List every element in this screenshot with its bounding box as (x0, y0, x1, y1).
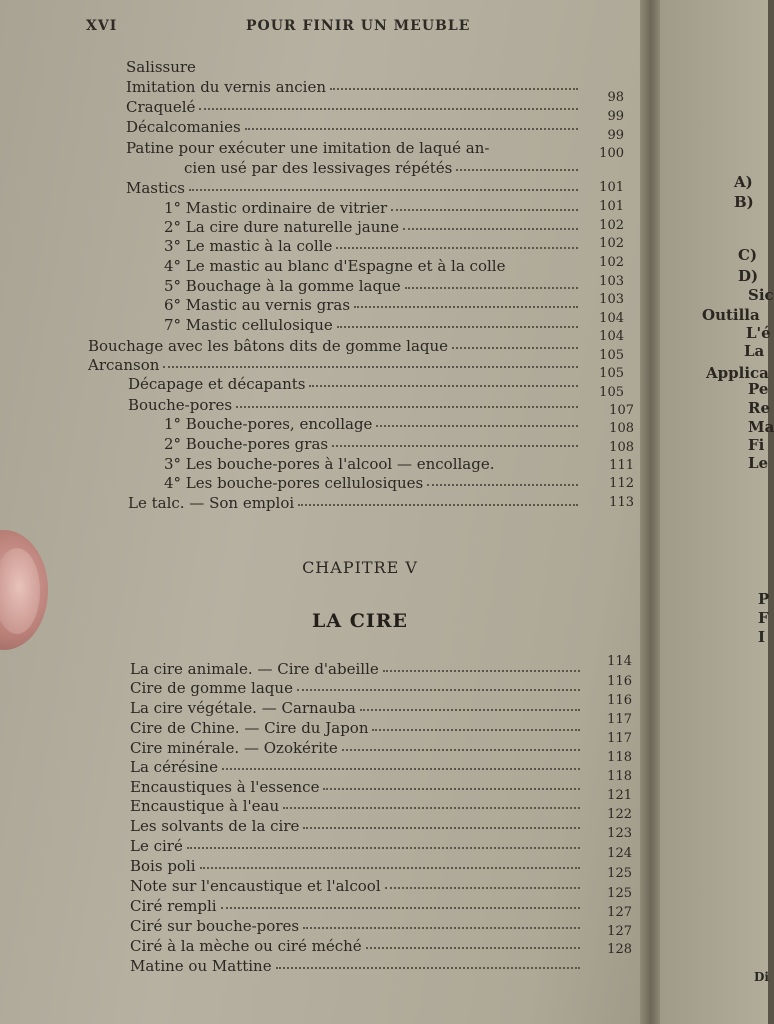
right-fragment: Re (748, 399, 771, 417)
toc-page-number: 127 (607, 905, 632, 920)
right-fragment: C) (738, 246, 758, 264)
header-title: POUR FINIR UN MEUBLE (246, 18, 471, 34)
toc-entry: Cire de Chine. — Cire du Japon (130, 718, 584, 738)
toc-page-number: 103 (599, 274, 624, 289)
toc-entry: 7° Mastic cellulosique (164, 315, 582, 335)
toc-entry: 2° Bouche-pores gras (164, 434, 582, 454)
right-fragment: L'é (746, 324, 771, 342)
toc-page-number: 118 (607, 750, 632, 765)
toc-entry: Arcanson (88, 355, 582, 375)
toc-entry: 4° Le mastic au blanc d'Espagne et à la colle (164, 257, 506, 275)
toc-page-number: 103 (599, 292, 624, 307)
toc-entry: Encaustiques à l'essence (130, 777, 584, 797)
toc-page-number: 117 (607, 731, 632, 746)
toc-entry: Imitation du vernis ancien (126, 77, 582, 97)
toc-entry: cien usé par des lessivages répétés (184, 158, 582, 178)
toc-page-number: 100 (599, 146, 624, 161)
right-fragment: F (758, 609, 769, 627)
toc-page-number: 124 (607, 846, 632, 861)
toc-page-number: 116 (607, 693, 632, 708)
right-page (660, 0, 774, 1024)
toc-entry: 3° Le mastic à la colle (164, 236, 582, 256)
right-fragment: D) (738, 267, 759, 285)
running-header (86, 18, 606, 42)
toc-page-number: 108 (609, 421, 634, 436)
right-fragment: La (744, 342, 765, 360)
toc-page-number: 122 (607, 807, 632, 822)
toc-page-number: 114 (607, 654, 632, 669)
right-fragment: Le (748, 454, 769, 472)
toc-page-number: 108 (609, 440, 634, 455)
toc-page-number: 101 (599, 180, 624, 195)
toc-entry: La cire végétale. — Carnauba (130, 698, 584, 718)
toc-page-number: 105 (599, 366, 624, 381)
toc-page-number: 98 (607, 90, 624, 105)
toc-entry: Le talc. — Son emploi (128, 493, 582, 513)
toc-entry: Encaustique à l'eau (130, 796, 584, 816)
toc-entry: 1° Mastic ordinaire de vitrier (164, 198, 582, 218)
toc-page-number: 99 (607, 128, 624, 143)
toc-entry: 6° Mastic au vernis gras (164, 295, 582, 315)
right-fragment: I (758, 628, 766, 646)
toc-entry: Cire minérale. — Ozokérite (130, 738, 584, 758)
toc-entry: 2° La cire dure naturelle jaune (164, 217, 582, 237)
toc-page-number: 116 (607, 674, 632, 689)
toc-entry: Note sur l'encaustique et l'alcool (130, 876, 584, 896)
toc-entry: Ciré rempli (130, 896, 584, 916)
toc-entry: 4° Les bouche-pores cellulosiques (164, 473, 582, 493)
toc-entry: Les solvants de la cire (130, 816, 584, 836)
right-fragment: A) (734, 173, 753, 191)
toc-page-number: 117 (607, 712, 632, 727)
toc-entry: Matine ou Mattine (130, 956, 584, 976)
toc-page-number: 102 (599, 218, 624, 233)
toc-entry: Cire de gomme laque (130, 678, 584, 698)
toc-page-number: 111 (609, 458, 634, 473)
right-fragment: Ma (748, 418, 774, 436)
chapter-label: CHAPITRE V (302, 558, 418, 577)
toc-entry: 1° Bouche-pores, encollage (164, 414, 582, 434)
toc-entry: La cire animale. — Cire d'abeille (130, 659, 584, 679)
toc-page-number: 101 (599, 199, 624, 214)
toc-page-number: 125 (607, 866, 632, 881)
toc-entry: Patine pour exécuter une imitation de laqué an- (126, 139, 490, 157)
toc-entry: Mastics (126, 178, 582, 198)
toc-entry: Bouchage avec les bâtons dits de gomme laque (88, 336, 582, 356)
toc-page-number: 105 (599, 385, 624, 400)
toc-entry: Décalcomanies (126, 117, 582, 137)
toc-entry: Décapage et décapants (128, 374, 582, 394)
chapter-title: LA CIRE (312, 610, 408, 632)
toc-page-number: 125 (607, 886, 632, 901)
header-page-number: XVI (86, 18, 118, 34)
toc-page-number: 112 (609, 476, 634, 491)
toc-page-number: 123 (607, 826, 632, 841)
toc-page-number: 107 (609, 403, 634, 418)
toc-page-number: 127 (607, 924, 632, 939)
right-fragment: Sic (748, 286, 774, 304)
right-fragment: Di (754, 970, 769, 984)
toc-page-number: 113 (609, 495, 634, 510)
toc-entry: Bois poli (130, 856, 584, 876)
toc-page-number: 104 (599, 311, 624, 326)
toc-entry: Le ciré (130, 836, 584, 856)
toc-entry: 5° Bouchage à la gomme laque (164, 276, 582, 296)
toc-page-number: 104 (599, 329, 624, 344)
toc-entry: La cérésine (130, 757, 584, 777)
toc-page-number: 121 (607, 788, 632, 803)
toc-page-number: 128 (607, 942, 632, 957)
toc-entry: Craquelé (126, 97, 582, 117)
right-fragment: P (758, 590, 770, 608)
book-gutter (640, 0, 662, 1024)
right-fragment: B) (734, 193, 754, 211)
right-fragment: Pe (748, 380, 769, 398)
toc-entry: 3° Les bouche-pores à l'alcool — encollage. (164, 455, 495, 473)
toc-entry: Ciré à la mèche ou ciré méché (130, 936, 584, 956)
right-fragment: Applica (706, 364, 769, 382)
toc-page-number: 102 (599, 236, 624, 251)
toc-entry: Ciré sur bouche-pores (130, 916, 584, 936)
right-fragment: Fi (748, 436, 765, 454)
toc-page-number: 105 (599, 348, 624, 363)
toc-page-number: 118 (607, 769, 632, 784)
toc-entry: Bouche-pores (128, 395, 582, 415)
toc-page-number: 102 (599, 255, 624, 270)
toc-entry: Salissure (126, 58, 196, 76)
toc-page-number: 99 (607, 109, 624, 124)
right-fragment: Outilla (702, 306, 760, 324)
